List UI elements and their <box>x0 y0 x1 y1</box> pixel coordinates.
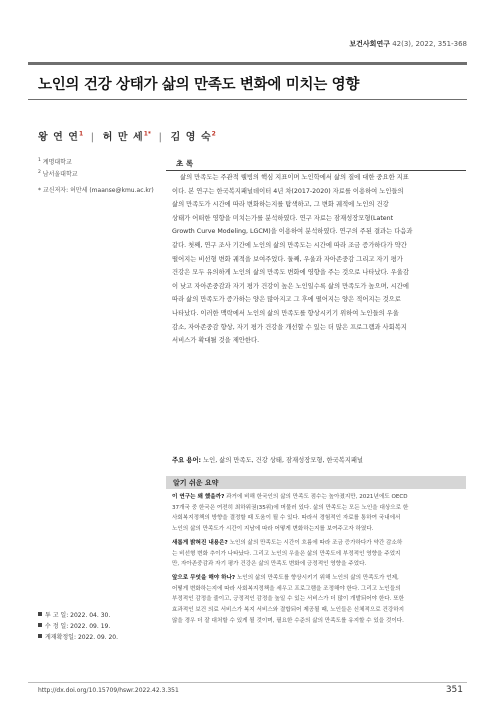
affiliation <box>38 157 72 166</box>
summary-line <box>172 538 464 549</box>
corresponding-author <box>38 185 154 194</box>
abstract-line: 감소, 자아존중감 향상, 자기 평가 건강을 개선할 수 있는 더 많은 프로그램과 사회복지 <box>172 323 407 331</box>
keywords <box>172 455 464 464</box>
abstract-body <box>172 171 464 348</box>
summary-line: 부정적인 감정을 줄이고, 긍정적인 감정을 높일 수 있는 서비스가 더 많이 개발되어야 한다. 또한 <box>172 596 405 603</box>
keywords-label: 주요 용어: <box>172 457 202 464</box>
abstract-line: 같다. 첫째, 연구 조사 기간에 노인의 삶의 만족도는 시간에 따라 조금 증가하다가 약간 <box>172 241 407 249</box>
summary-body <box>172 492 464 626</box>
summary-line: 사회복지정책의 방향을 결정할 때 도움이 될 수 있다. 따라서 경험적인 자료를 통하여 국내에서 <box>172 515 401 522</box>
author-mark: 1* <box>143 130 152 138</box>
title-bar <box>28 62 467 100</box>
summary-line <box>172 492 464 503</box>
bullet-square <box>38 623 42 627</box>
article-title: 노인의 건강 상태가 삶의 만족도 변화에 미치는 영향 <box>38 77 360 93</box>
abstract-heading-bar <box>166 158 466 171</box>
date-label: 수 정 일: <box>45 623 69 630</box>
abstract-line: 삶의 만족도가 시간에 따라 변화하는지를 탐색하고, 그 변화 궤적에 노인의 건강 <box>172 201 389 209</box>
date-accepted <box>38 632 118 641</box>
author-separator: | <box>90 132 96 143</box>
abstract-line: 나타났다. 이러한 맥락에서 노인의 삶의 만족도를 향상시키기 위하여 노인들의 우울 <box>172 309 399 317</box>
date-value: 2022. 04. 30. <box>70 612 111 619</box>
summary-text: 과거에 비해 한국인의 삶의 만족도 점수는 높아졌지만, 2021년에도 OECD <box>226 494 408 500</box>
footer-rule <box>28 682 467 683</box>
bullet-square <box>38 612 42 616</box>
affiliation-mark: 1 <box>38 158 41 163</box>
summary-line: 는 비선형 변화 추이가 나타났다. 그리고 노인의 우울은 삶의 만족도에 부정적인 영향을 주었지 <box>172 550 401 557</box>
abstract-line: 이 낮고 자아존중감과 자기 평가 건강이 높은 노인일수록 삶의 만족도가 높으며, 시간에 <box>172 282 409 290</box>
author-name: 왕 연 연 <box>38 132 79 143</box>
summary-question: 이 연구는 왜 했을까? <box>172 494 225 500</box>
summary-question: 앞으로 무엇을 해야 하나? <box>172 574 236 581</box>
summary-line: 어떻게 변화하는지에 따라 사회복지정책을 세우고 프로그램을 조정해야 한다. 그리고 노인들의 <box>172 585 401 592</box>
summary-line: 않을 경우 더 잘 대처할 수 있게 될 것이며, 필요한 수준의 삶의 만족도를 유지할 수 있을 것이다. <box>172 617 404 624</box>
journal-issue: 42(3), 2022, 351-368 <box>392 40 467 48</box>
summary-text: 노인의 삶의 만족도를 향상시키기 위해 노인의 삶의 만족도가 언제, <box>236 574 399 581</box>
author-mark: 2 <box>211 130 216 138</box>
date-label: 게재확정일: <box>45 634 77 641</box>
date-received <box>38 610 110 619</box>
affiliation <box>38 169 78 178</box>
summary-line: 노인의 삶의 만족도가 시간이 지남에 따라 어떻게 변화하는지를 보여주고자 하였다. <box>172 526 374 533</box>
journal-name: 보건사회연구 <box>349 40 390 48</box>
author-mark: 1 <box>78 130 84 138</box>
author-line <box>38 128 216 143</box>
abstract-line: 서비스가 확대될 것을 제안한다. <box>172 337 260 345</box>
abstract-line: 이다. 본 연구는 한국복지패널데이터 4년 차(2017-2020) 자료를 이용하여 노인들의 <box>172 187 404 195</box>
abstract-line: 상태가 어떠한 영향을 미치는가를 분석하였다. 연구 자료는 잠재성장모형(Latent <box>172 214 394 222</box>
bullet-square <box>38 634 42 638</box>
summary-line: 만, 자아존중감과 자기 평가 건강은 삶의 만족도 변화에 긍정적인 영향을 주었다. <box>172 561 367 568</box>
affiliation-mark: 2 <box>38 170 41 175</box>
abstract-line: 떨어지는 비선형 변화 궤적을 보여주었다. 둘째, 우울과 자아존중감 그리고 자기 평가 <box>172 255 403 263</box>
keywords-text: 노인, 삶의 만족도, 건강 상태, 잠재성장모형, 한국복지패널 <box>203 457 363 464</box>
summary-text: 노인의 삶의 만족도는 시간이 흐름에 따라 조금 증가하다가 약간 감소하 <box>229 539 403 546</box>
date-revised <box>38 621 110 630</box>
summary-line <box>172 573 464 584</box>
affiliation-mark: * <box>38 187 41 194</box>
affiliation-text: 교신저자: 허만세 (maanse@kmu.ac.kr) <box>42 187 154 194</box>
date-label: 투 고 일: <box>45 612 69 619</box>
summary-line: 37개국 중 한국은 여전히 최하위권(35위)에 머물러 있다. 삶의 만족도는 모든 노인을 대상으로 한 <box>172 504 409 511</box>
page-number: 351 <box>445 685 463 695</box>
summary-question: 새롭게 밝혀진 내용은? <box>172 539 228 546</box>
summary-line: 효과적인 보건 의료 서비스가 복지 서비스와 결합되어 제공될 때, 노인들은 신체적으로 건강하지 <box>172 607 405 614</box>
abstract-line: 따라 삶의 만족도가 증가하는 양은 많아지고 그 후에 떨어지는 양은 적어지는 것으로 <box>172 296 401 304</box>
journal-header <box>349 39 467 49</box>
author-name: 허 만 세 <box>102 132 144 143</box>
doi-link[interactable]: http://dx.doi.org/10.15709/hswr.2022.42.3.351 <box>38 687 179 694</box>
abstract-heading: 초 록 <box>176 159 194 168</box>
abstract-line: Growth Curve Modeling, LGCM)을 이용하여 분석하였다. 연구의 주된 결과는 다음과 <box>172 228 413 236</box>
author-separator: | <box>158 132 164 143</box>
abstract-line: 건강은 모두 유의하게 노인의 삶의 만족도 변화에 영향을 주는 것으로 나타났다. 우울감 <box>172 269 409 277</box>
date-value: 2022. 09. 20. <box>77 634 119 641</box>
affiliation-text: 계명대학교 <box>42 159 72 166</box>
summary-heading: 알기 쉬운 요약 <box>173 479 219 487</box>
affiliation-text: 남서울대학교 <box>42 171 78 178</box>
author-name: 김 영 숙 <box>170 132 212 143</box>
summary-heading-bar <box>166 476 466 489</box>
abstract-line: 삶의 만족도는 주관적 웰빙의 핵심 지표이며 노인학에서 삶의 질에 대한 중요한 지표 <box>180 174 409 181</box>
date-value: 2022. 09. 19. <box>70 623 111 630</box>
